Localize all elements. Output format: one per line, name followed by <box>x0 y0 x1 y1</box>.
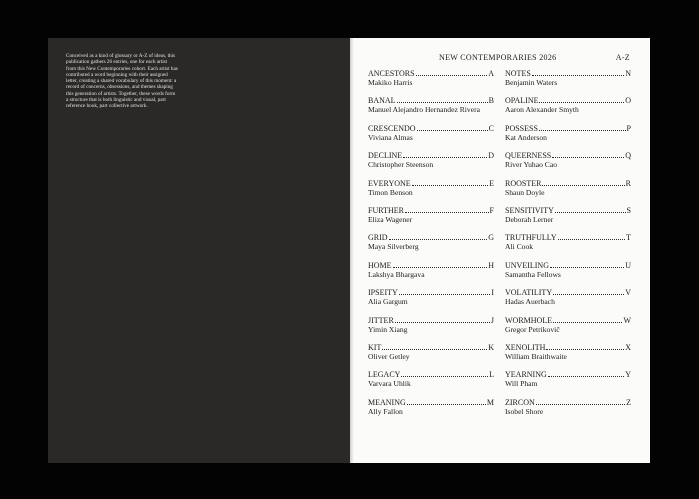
entry-headline <box>505 124 631 133</box>
entry-headline <box>505 233 631 242</box>
entry-letter: X <box>625 342 631 352</box>
dot-leader <box>539 102 624 103</box>
dot-leader <box>536 404 625 405</box>
entry-word: TRUTHFULLY <box>505 233 557 243</box>
entry-word: OPALINE <box>505 96 539 106</box>
entry-word: EVERYONE <box>368 178 411 188</box>
entry-word: HOME <box>368 260 392 270</box>
entry-word: LEGACY <box>368 370 401 380</box>
entry-artist: Oliver Getley <box>368 351 410 361</box>
dot-leader <box>407 404 486 405</box>
left-page <box>48 38 350 463</box>
glossary-entry <box>505 261 631 288</box>
dot-leader <box>558 239 625 240</box>
entry-headline <box>368 233 494 242</box>
glossary-entry <box>505 179 631 206</box>
dot-leader <box>405 212 489 213</box>
entry-word: POSSESS <box>505 123 538 133</box>
glossary-entry <box>368 233 494 260</box>
glossary-entry <box>505 206 631 233</box>
entry-word: QUEERNESS <box>505 151 552 161</box>
glossary-entry <box>505 233 631 260</box>
entry-headline <box>505 206 631 215</box>
dot-leader <box>412 185 488 186</box>
entry-headline <box>368 288 494 297</box>
entry-word: SENSITIVITY <box>505 205 554 215</box>
entry-letter: R <box>625 178 631 188</box>
entry-headline <box>368 124 494 133</box>
entry-artist: Aaron Alexander Smyth <box>505 105 579 115</box>
entry-word: CRESCENDO <box>368 123 416 133</box>
entry-artist: Christopher Steenson <box>368 160 434 170</box>
glossary-entry <box>368 316 494 343</box>
entry-letter: N <box>625 69 631 78</box>
entry-letter: S <box>626 205 631 215</box>
section-label: A-Z <box>615 53 630 62</box>
glossary-entry <box>368 288 494 315</box>
dot-leader <box>553 322 622 323</box>
entry-artist: Ali Cook <box>505 242 534 252</box>
entry-headline <box>505 69 631 78</box>
entry-artist: Samantha Fellows <box>505 269 561 279</box>
glossary-entry <box>505 96 631 123</box>
entry-word: BANAL <box>368 96 396 106</box>
dot-leader <box>546 349 624 350</box>
entry-letter: Z <box>626 397 631 407</box>
entry-word: XENOLITH <box>505 342 546 352</box>
publication-title: NEW CONTEMPORARIES 2026 <box>439 53 557 62</box>
entry-letter: G <box>488 233 494 243</box>
entry-letter: Y <box>625 370 631 380</box>
entry-letter: L <box>489 370 494 380</box>
glossary-entry <box>368 370 494 397</box>
entry-artist: Kat Anderson <box>505 132 547 142</box>
entry-word: ANCESTORS <box>368 69 415 78</box>
entry-letter: P <box>626 123 631 133</box>
entry-word: ZIRCON <box>505 397 535 407</box>
dot-leader <box>550 267 624 268</box>
dot-leader <box>539 130 626 131</box>
entry-word: YEARNING <box>505 370 547 380</box>
entry-artist: Manuel Alejandro Hernandez Rivera <box>368 105 480 115</box>
entry-headline <box>505 316 631 325</box>
intro-paragraph: Conceived as a kind of glossary or A-Z of ideas, this publication gathers 26 entries, one for each artist from this New Contemporaries cohort. Each artist has contributed a word beginning with their assigned letter, creating a shared vocabulary of this moment: a record of concerns, obsessions, and themes shaping this generation of artists. Together, these words form a structure that is both linguistic and visual, part reference book, part collective artwork. <box>66 53 178 110</box>
entry-headline <box>505 343 631 352</box>
entry-letter: K <box>488 342 494 352</box>
entry-artist: Gregor Petrikovič <box>505 324 560 334</box>
entry-headline <box>368 206 494 215</box>
entry-headline <box>505 370 631 379</box>
dot-leader <box>397 102 488 103</box>
glossary-entry <box>368 124 494 151</box>
dot-leader <box>401 376 488 377</box>
glossary-entry <box>368 206 494 233</box>
entry-artist: Varvara Uhlik <box>368 379 411 389</box>
dot-leader <box>417 130 488 131</box>
entry-headline <box>368 96 494 105</box>
entry-word: GRID <box>368 233 388 243</box>
glossary-entry <box>368 151 494 178</box>
entry-word: WORMHOLE <box>505 315 553 325</box>
entry-headline <box>368 151 494 160</box>
entry-letter: I <box>491 288 494 298</box>
entry-artist: Deborah Lerner <box>505 214 554 224</box>
entry-headline <box>505 261 631 270</box>
dot-leader <box>399 294 491 295</box>
glossary-entry <box>505 370 631 397</box>
dot-leader <box>542 185 624 186</box>
entry-artist: Alia Gargum <box>368 297 408 307</box>
dot-leader <box>553 294 624 295</box>
right-page <box>350 38 650 463</box>
entry-word: JITTER <box>368 315 394 325</box>
entry-word: VOLATILITY <box>505 288 553 298</box>
entry-headline <box>368 398 494 407</box>
dot-leader <box>393 267 488 268</box>
entry-headline <box>368 370 494 379</box>
dot-leader <box>395 322 490 323</box>
entry-word: FURTHER <box>368 205 404 215</box>
entry-artist: Ally Fallon <box>368 406 403 416</box>
dot-leader <box>382 349 487 350</box>
entry-artist: Lakshya Bhargava <box>368 269 425 279</box>
entry-word: DECLINE <box>368 151 403 161</box>
entry-artist: Benjamin Waters <box>505 78 558 87</box>
entry-artist: Will Pham <box>505 379 538 389</box>
entry-headline <box>505 398 631 407</box>
page-gutter <box>350 38 354 463</box>
dot-leader <box>548 376 624 377</box>
entry-letter: J <box>490 315 494 325</box>
entry-letter: F <box>489 205 494 215</box>
dot-leader <box>532 75 624 76</box>
glossary-entry <box>505 398 631 425</box>
glossary-entry <box>505 343 631 370</box>
dot-leader <box>403 157 487 158</box>
entry-artist: William Braithwaite <box>505 351 567 361</box>
entry-letter: Q <box>625 151 631 161</box>
entry-headline <box>368 316 494 325</box>
entry-letter: H <box>488 260 494 270</box>
glossary-entry <box>505 124 631 151</box>
entry-headline <box>368 261 494 270</box>
entry-letter: T <box>626 233 631 243</box>
entry-artist: Viviana Almas <box>368 132 413 142</box>
glossary-entry <box>505 316 631 343</box>
entry-letter: V <box>625 288 631 298</box>
entry-artist: Eliza Wagener <box>368 214 413 224</box>
entry-artist: Shaun Doyle <box>505 187 545 197</box>
glossary-entry <box>505 151 631 178</box>
entry-letter: U <box>625 260 631 270</box>
glossary-entry <box>368 69 494 96</box>
dot-leader <box>552 157 624 158</box>
entry-letter: W <box>623 315 631 325</box>
entry-headline <box>368 343 494 352</box>
glossary-entry <box>368 343 494 370</box>
entry-letter: M <box>486 397 494 407</box>
dot-leader <box>555 212 626 213</box>
glossary-entry <box>368 398 494 425</box>
glossary-entry <box>368 261 494 288</box>
glossary-column-left <box>368 69 494 425</box>
entry-headline <box>505 179 631 188</box>
dot-leader <box>416 75 488 76</box>
entry-artist: Hadas Auerbach <box>505 297 555 307</box>
glossary-entry <box>368 96 494 123</box>
glossary-entry <box>368 179 494 206</box>
dot-leader <box>389 239 488 240</box>
entry-letter: O <box>625 96 631 106</box>
entry-word: KIT <box>368 342 382 352</box>
entry-artist: Maya Silverberg <box>368 242 419 252</box>
entry-headline <box>505 288 631 297</box>
entry-artist: Timon Benson <box>368 187 413 197</box>
entry-word: NOTES <box>505 69 531 78</box>
entry-headline <box>368 179 494 188</box>
entry-artist: Makiko Harris <box>368 78 413 87</box>
entry-artist: Yimin Xiang <box>368 324 408 334</box>
entry-letter: C <box>488 123 494 133</box>
entry-letter: D <box>488 151 494 161</box>
glossary-entry <box>505 288 631 315</box>
entry-word: IPSEITY <box>368 288 398 298</box>
entry-artist: River Yuhao Cao <box>505 160 558 170</box>
entry-headline <box>505 96 631 105</box>
entry-word: UNVEILING <box>505 260 549 270</box>
entry-letter: B <box>488 96 494 106</box>
glossary-entry <box>505 69 631 96</box>
entry-headline <box>368 69 494 78</box>
entry-letter: A <box>488 69 494 78</box>
entry-artist: Isobel Shore <box>505 406 544 416</box>
glossary-column-right <box>505 69 631 425</box>
entry-headline <box>505 151 631 160</box>
entry-word: ROOSTER <box>505 178 542 188</box>
entry-letter: E <box>489 178 494 188</box>
entry-word: MEANING <box>368 397 406 407</box>
